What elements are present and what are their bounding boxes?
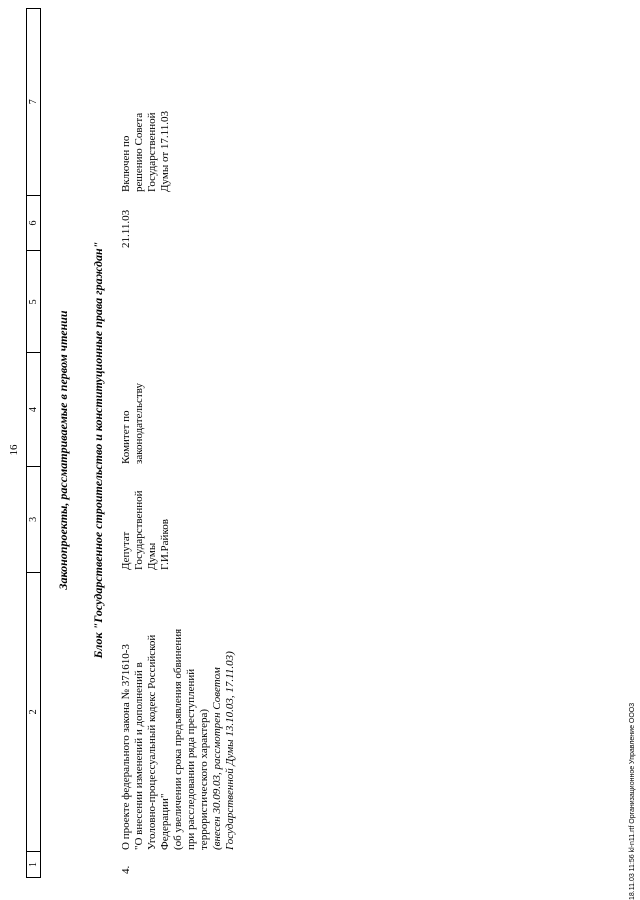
column-5-value [120, 250, 237, 352]
row-number: 4. [120, 865, 132, 874]
column-number-6: 6 [27, 195, 40, 251]
initiator-line: Думы [146, 542, 158, 570]
description-line: О проекте федерального закона № 371610-3 [120, 644, 132, 850]
column-number-3: 3 [27, 466, 40, 572]
description-line: "О внесении изменений и дополнений в [133, 662, 145, 850]
initiator-line: Государственной [133, 490, 145, 570]
note-line: решению Совета [133, 112, 145, 192]
initiator [120, 466, 237, 572]
column-number-header [26, 8, 41, 878]
description-line: Федерации" [159, 793, 171, 850]
note-line: Включен по [120, 135, 132, 192]
responsible-committee [120, 352, 237, 466]
inclusion-note [120, 8, 237, 194]
column-number-7: 7 [28, 99, 39, 105]
section-title: Законопроекты, рассматриваемые в первом чтении [56, 310, 70, 590]
page-number: 16 [8, 444, 20, 456]
committee-line: Комитет по [120, 410, 132, 464]
committee-line: законодательству [133, 383, 145, 464]
description-line: террористического характера) [198, 708, 210, 850]
column-number-5: 5 [27, 250, 40, 352]
note-line: Думы от 17.11.03 [159, 111, 171, 192]
description-line: при расследовании ряда преступлений [185, 668, 197, 850]
file-footer: 18.11.03 11:56 kl-n11.rtf Организационное Управление ООО3 [629, 702, 636, 900]
inclusion-date: 21.11.03 [120, 209, 132, 248]
description-line: Уголовно-процессуальный кодекс Российской [146, 634, 158, 850]
initiator-line: Г.И.Райков [159, 519, 171, 570]
description-line: (об увеличении срока предъявления обвинения [172, 628, 184, 850]
note-line: Государственной [146, 112, 158, 192]
block-title: Блок "Государственное строительство и конституционные права граждан" [91, 241, 105, 659]
submission-note-line: (внесен 30.09.03, рассмотрен Советом [211, 667, 223, 850]
bill-description [120, 572, 237, 852]
table-row [120, 8, 237, 878]
column-number-1: 1 [27, 851, 40, 877]
initiator-line: Депутат [120, 531, 132, 570]
column-number-2: 2 [27, 572, 40, 851]
submission-note-line: Государственной Думы 13.10.03, 17.11.03) [224, 651, 236, 850]
column-number-4: 4 [27, 352, 40, 466]
